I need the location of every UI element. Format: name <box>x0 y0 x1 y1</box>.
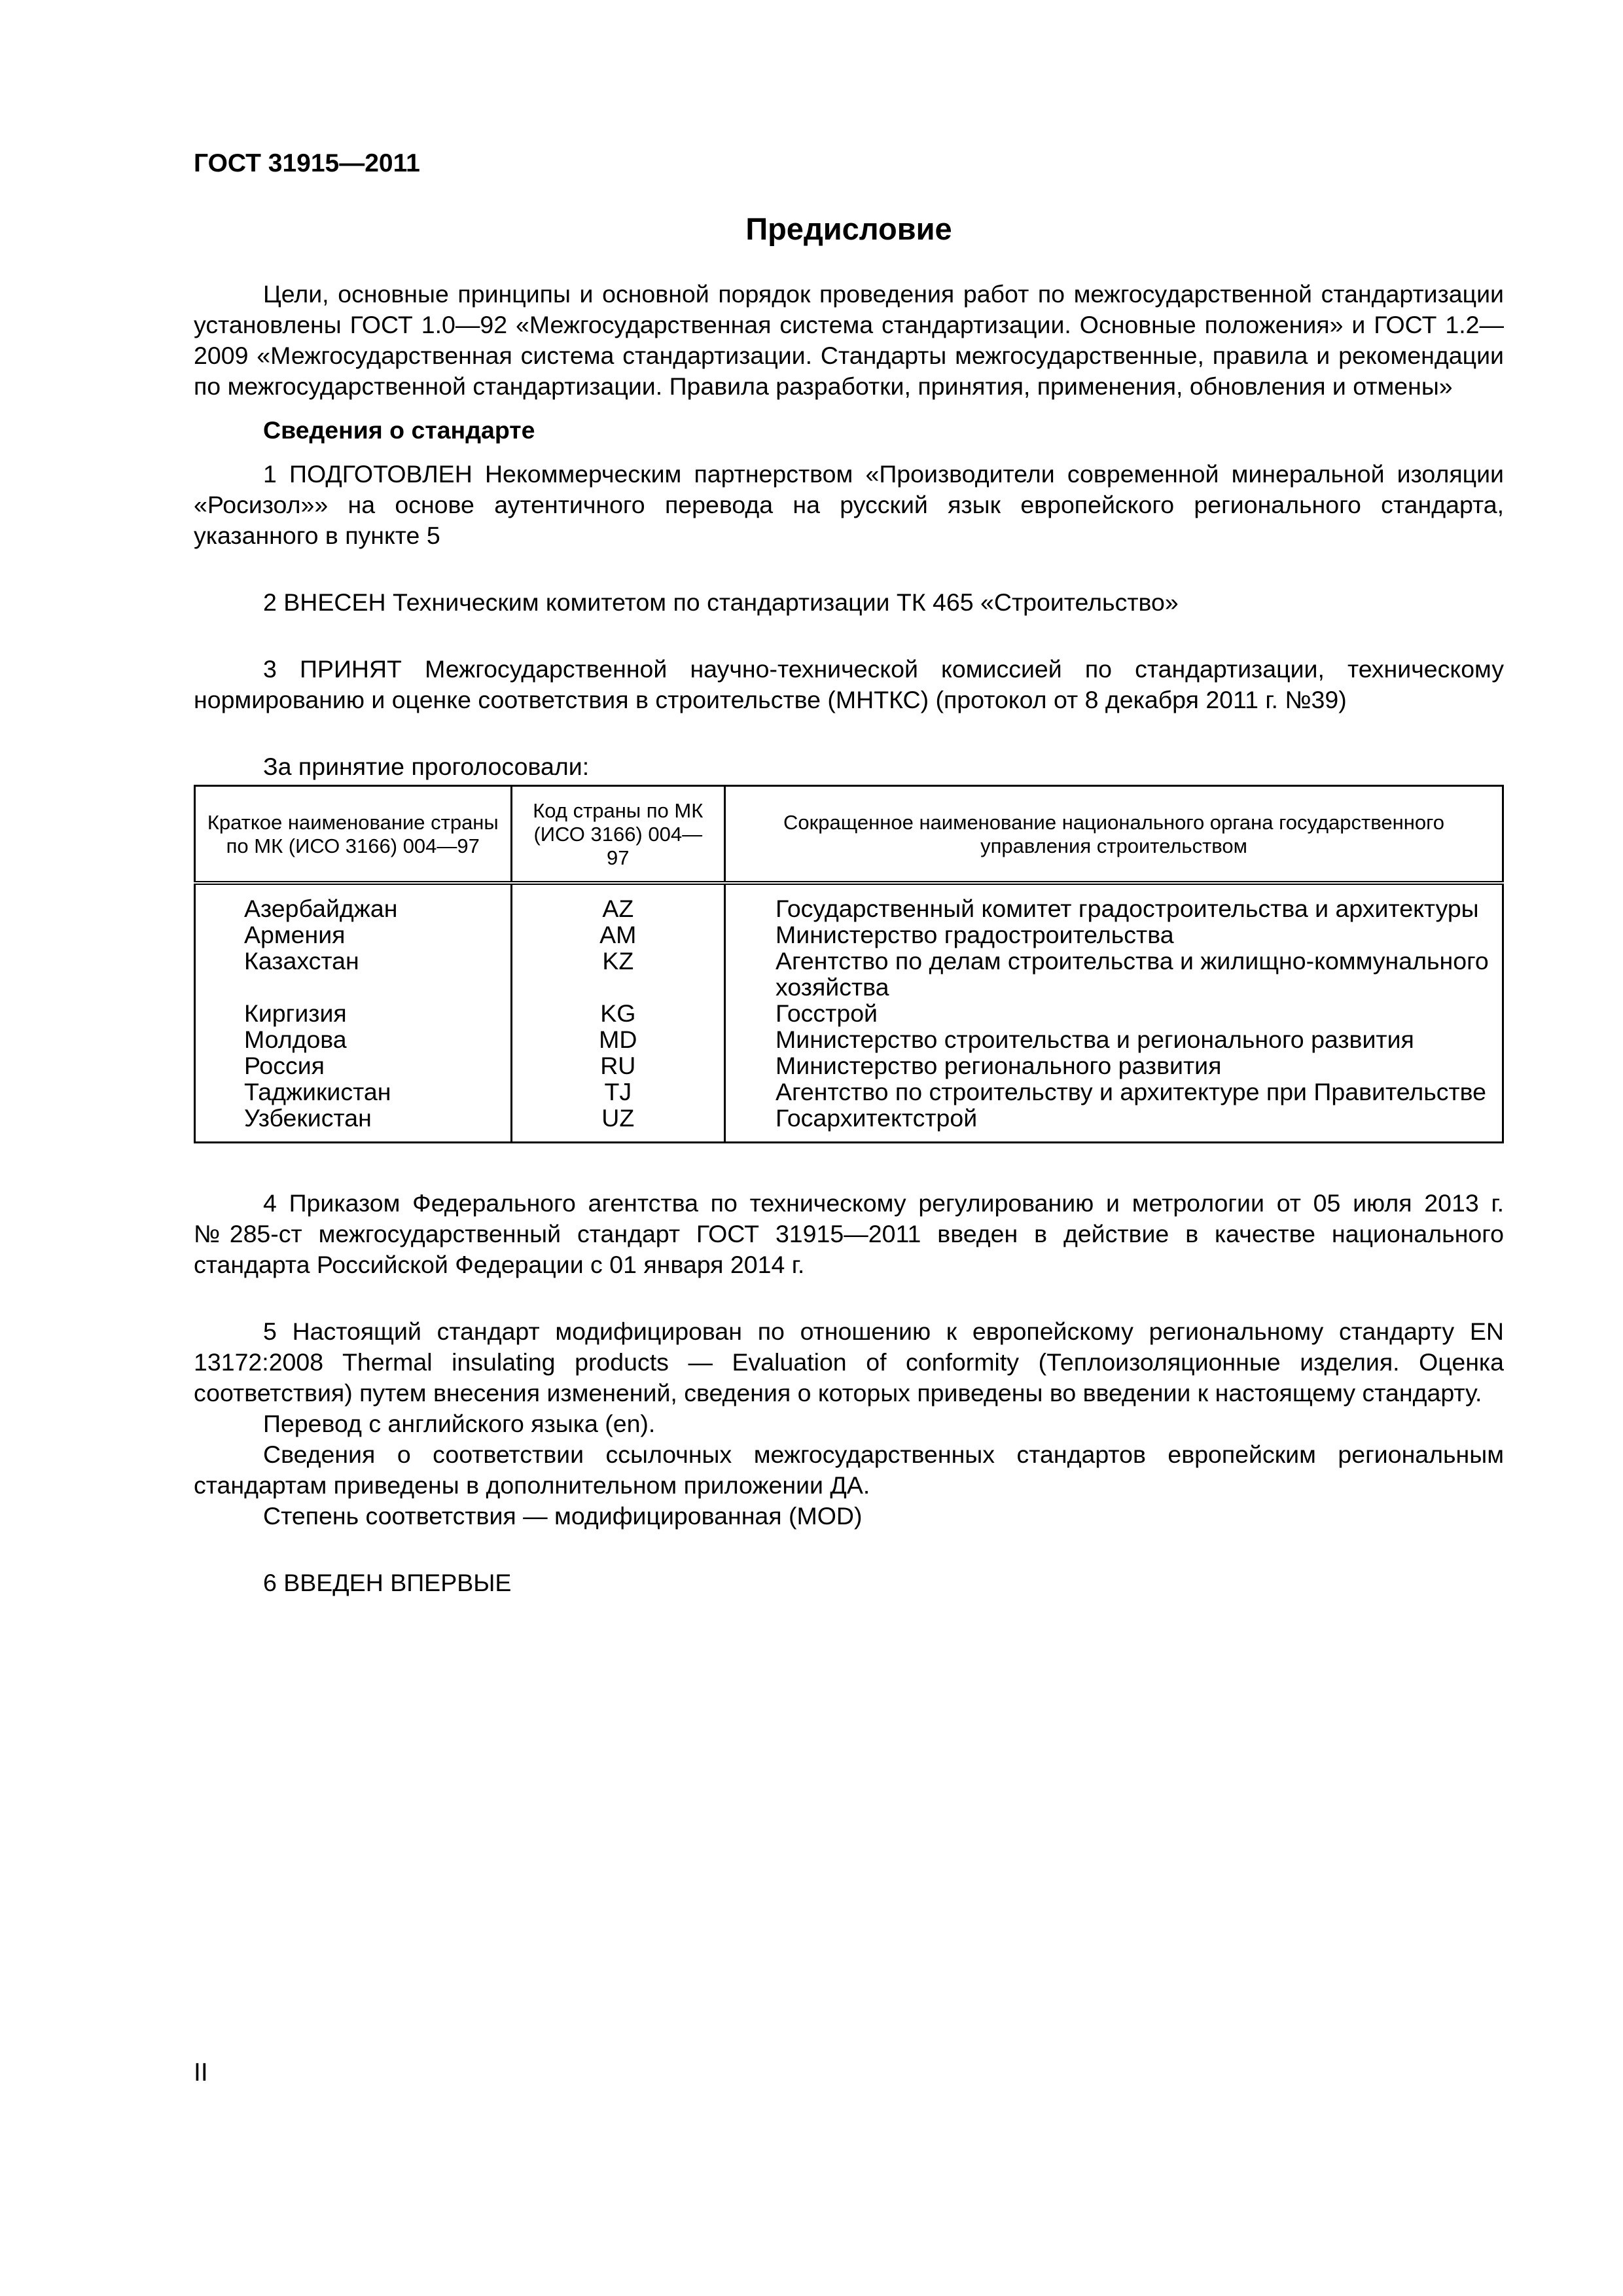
table-row <box>195 883 1503 922</box>
authority-name: Агентство по строительству и архитектуре при Правительстве <box>725 1079 1503 1105</box>
country-name: Молдова <box>195 1026 512 1052</box>
votes-table <box>194 785 1504 1143</box>
authority-name: Госстрой <box>725 1000 1503 1026</box>
country-code: MD <box>511 1026 724 1052</box>
country-name: Киргизия <box>195 1000 512 1026</box>
country-name: Таджикистан <box>195 1079 512 1105</box>
country-name: Казахстан <box>195 948 512 1000</box>
intro-paragraph: Цели, основные принципы и основной порядок проведения работ по межгосударственной стандартизации установлены ГОСТ 1.0—92 «Межгосударственная система стандартизации. Основные положения» и ГОСТ 1.2—2009 «Межгосударственная система стандартизации. Стандарты межгосударственные, правила и рекомендации по межгосударственной стандартизации. Правила разработки, принятия, применения, обновления и отмены» <box>194 280 1504 400</box>
conformity-degree: Степень соответствия — модифицированная (MOD) <box>263 1502 863 1530</box>
authority-name: Государственный комитет градостроительства и архитектуры <box>725 883 1503 922</box>
country-name: Россия <box>195 1052 512 1079</box>
translation-note: Перевод с английского языка (en). <box>263 1410 656 1437</box>
country-code: AM <box>511 922 724 948</box>
item-5-paragraph: 5 Настоящий стандарт модифицирован по отношению к европейскому региональному стандарту EN 13172:2008 Thermal insulating products — Evaluation of conformity (Теплоизоляционные изделия. Оценка соответствия) путем внесения изменений, сведения о которых приведены во введении к настоящему стандарту. <box>194 1318 1504 1407</box>
country-code: KZ <box>511 948 724 1000</box>
country-name: Азербайджан <box>195 883 512 922</box>
table-row <box>195 948 1503 1000</box>
document-page <box>194 0 1504 2296</box>
section-title: Сведения о стандарте <box>263 416 535 444</box>
table-row <box>195 1079 1503 1105</box>
page-number: II <box>194 2058 208 2087</box>
country-code: TJ <box>511 1079 724 1105</box>
table-header-row <box>195 786 1503 884</box>
votes-label: За принятие проголосовали: <box>263 753 590 780</box>
references-note: Сведения о соответствии ссылочных межгосударственных стандартов европейским региональным стандартам приведены в дополнительном приложении ДА. <box>194 1441 1504 1499</box>
page-title: Предисловие <box>745 211 952 246</box>
authority-name: Агентство по делам строительства и жилищно-коммунального хозяйства <box>725 948 1503 1000</box>
header-country-name: Краткое наименование страны по МК (ИСО 3166) 004—97 <box>195 786 512 884</box>
country-code: AZ <box>511 883 724 922</box>
authority-name: Министерство регионального развития <box>725 1052 1503 1079</box>
authority-name: Министерство строительства и регионального развития <box>725 1026 1503 1052</box>
country-name: Армения <box>195 922 512 948</box>
item-4-paragraph: 4 Приказом Федерального агентства по техническому регулированию и метрологии от 05 июля 2013 г. №285-ст межгосударственный стандарт ГОСТ 31915—2011 введен в действие в качестве национального стандарта Российской Федерации с 01 января 2014 г. <box>194 1189 1504 1278</box>
authority-name: Госархитектстрой <box>725 1105 1503 1143</box>
table-row <box>195 1105 1503 1143</box>
item-6-paragraph: 6 ВВЕДЕН ВПЕРВЫЕ <box>263 1569 512 1596</box>
item-2-paragraph: 2 ВНЕСЕН Техническим комитетом по стандартизации ТК 465 «Строительство» <box>263 588 1179 616</box>
country-code: KG <box>511 1000 724 1026</box>
country-name: Узбекистан <box>195 1105 512 1143</box>
country-code: UZ <box>511 1105 724 1143</box>
country-code: RU <box>511 1052 724 1079</box>
item-3-paragraph: 3 ПРИНЯТ Межгосударственной научно-технической комиссией по стандартизации, техническому нормированию и оценке соответствия в строительстве (МНТКС) (протокол от 8 декабря 2011 г. №39) <box>194 655 1504 713</box>
authority-name: Министерство градостроительства <box>725 922 1503 948</box>
document-body <box>194 279 1504 1598</box>
header-authority-name: Сокращенное наименование национального органа государственного управления строительством <box>725 786 1503 884</box>
item-1-paragraph: 1 ПОДГОТОВЛЕН Некоммерческим партнерством «Производители современной минеральной изоляции «Росизол»» на основе аутентичного перевода на русский язык европейского регионального стандарта, указанного в пункте 5 <box>194 460 1504 549</box>
table-row <box>195 922 1503 948</box>
header-country-code: Код страны по МК (ИСО 3166) 004—97 <box>511 786 724 884</box>
table-row <box>195 1052 1503 1079</box>
table-row <box>195 1026 1503 1052</box>
document-code-header: ГОСТ 31915—2011 <box>194 149 420 177</box>
table-row <box>195 1000 1503 1026</box>
